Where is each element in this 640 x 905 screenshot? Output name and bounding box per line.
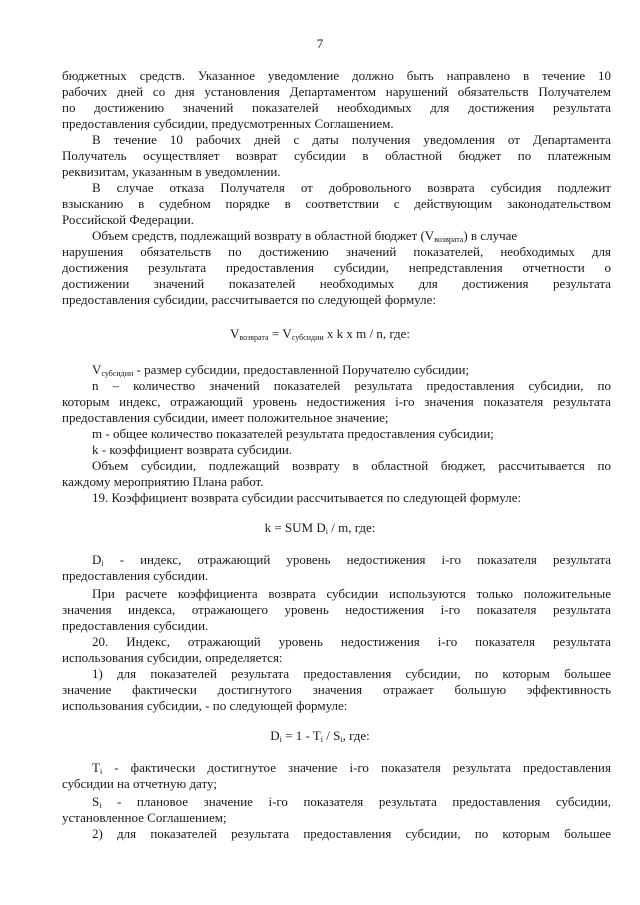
text-line: по достижению значений показателей необходимых для достижения результата: [62, 100, 611, 115]
text-line: Российской Федерации.: [62, 212, 194, 227]
page-number: 7: [316, 36, 324, 51]
text-segment: - фактически достигнутое значение i-го показателя результата предоставления: [102, 760, 611, 775]
subscript: i: [279, 735, 282, 744]
text-line: 20. Индекс, отражающий уровень недостижения i-го показателя результата: [92, 634, 611, 649]
text-line: k - коэффициент возврата субсидии.: [92, 442, 293, 457]
text-line: предоставления субсидии, имеет положительное значение;: [62, 410, 389, 425]
text-segment: Объем средств, подлежащий возврату в областной бюджет (V: [92, 228, 435, 243]
text-line: 2) для показателей результата предоставления субсидии, по которым большее: [92, 826, 611, 841]
text-line: рабочих дней со дня установления Департаментом нарушений обязательств Получателем: [62, 84, 611, 99]
subscript: i: [99, 767, 103, 776]
text-segment: S: [92, 794, 100, 809]
text-line: предоставления субсидии.: [62, 568, 209, 583]
text-segment: / m, где:: [327, 520, 376, 535]
text-line: значение фактически достигнутого значения отражает большую эффективность: [62, 682, 611, 697]
text-line: взысканию в судебном порядке в соответствии с действующим законодательством: [62, 196, 611, 211]
text-line: [92, 794, 611, 810]
text-segment: x k x m / n, где:: [323, 326, 411, 341]
subscript: возврата: [434, 235, 464, 244]
text-segment: = 1 - T: [281, 728, 321, 743]
subscript: i: [340, 735, 343, 744]
text-segment: D: [92, 552, 102, 567]
text-segment: V: [92, 362, 102, 377]
text-line: Получатель осуществляет возврат субсидии в областной бюджет по платежным: [62, 148, 611, 163]
text-line: использования субсидии, определяется:: [62, 650, 283, 665]
text-line: 19. Коэффициент возврата субсидии рассчитывается по следующей формуле:: [92, 490, 522, 505]
text-line: 1) для показателей результата предоставления субсидии, по которым большее: [92, 666, 611, 681]
text-line: значения индекса, отражающего уровень недостижения i-го показателя результата: [62, 602, 611, 617]
text-line: [92, 760, 611, 776]
formula: [0, 326, 640, 342]
text-line: В случае отказа Получателя от добровольного возврата субсидия подлежит: [92, 180, 611, 195]
subscript: субсидии: [101, 369, 134, 378]
text-segment: T: [92, 760, 100, 775]
text-line: бюджетных средств. Указанное уведомление должно быть направлено в течение 10: [62, 68, 611, 83]
text-segment: - плановое значение i-го показателя результата предоставления субсидии,: [101, 794, 611, 809]
text-segment: k = SUM D: [264, 520, 326, 535]
text-line: субсидии на отчетную дату;: [62, 776, 217, 791]
formula: [0, 520, 640, 536]
text-line: которым индекс, отражающий уровень недостижения i-го значения показателя результата: [62, 394, 611, 409]
text-segment: D: [270, 728, 280, 743]
subscript: i: [320, 735, 323, 744]
text-line: [92, 552, 611, 568]
text-segment: - индекс, отражающий уровень недостижения i-го показателя результата: [103, 552, 611, 567]
subscript: i: [99, 801, 102, 810]
text-segment: / S: [322, 728, 341, 743]
text-segment: - размер субсидии, предоставленной Поручателю субсидии;: [133, 362, 470, 377]
subscript: субсидии: [291, 333, 324, 342]
subscript: i: [325, 527, 328, 536]
text-segment: = V: [268, 326, 292, 341]
formula: [0, 728, 640, 744]
text-line: реквизитам, указанным в уведомлении.: [62, 164, 281, 179]
text-line: предоставления субсидии.: [62, 618, 209, 633]
text-line: предоставления субсидии, предусмотренных Соглашением.: [62, 116, 394, 131]
text-line: достижении значений показателей необходимых для достижения результата: [62, 276, 611, 291]
text-segment: V: [229, 326, 240, 341]
text-line: предоставления субсидии, рассчитывается по следующей формуле:: [62, 292, 436, 307]
text-line: Объем субсидии, подлежащий возврату в областной бюджет, рассчитывается по: [92, 458, 611, 473]
text-line: установленное Соглашением;: [62, 810, 227, 825]
text-line: каждому мероприятию Плана работ.: [62, 474, 264, 489]
text-line: [92, 362, 611, 378]
text-line: В течение 10 рабочих дней с даты получения уведомления от Департамента: [92, 132, 611, 147]
text-line: использования субсидии, - по следующей формуле:: [62, 698, 348, 713]
subscript: возврата: [239, 333, 269, 342]
subscript: i: [101, 559, 104, 568]
text-segment: ) в случае: [463, 228, 518, 243]
text-line: нарушения обязательств по достижению значений показателей, необходимых для: [62, 244, 611, 259]
text-line: n – количество значений показателей результата предоставления субсидии, по: [92, 378, 611, 393]
text-line: m - общее количество показателей результата предоставления субсидии;: [92, 426, 494, 441]
text-segment: , где:: [342, 728, 370, 743]
text-line: достижения результата предоставления субсидии, непредставления отчетности о: [62, 260, 611, 275]
text-line: При расчете коэффициента возврата субсидии используются только положительные: [92, 586, 611, 601]
text-line: [92, 228, 611, 244]
